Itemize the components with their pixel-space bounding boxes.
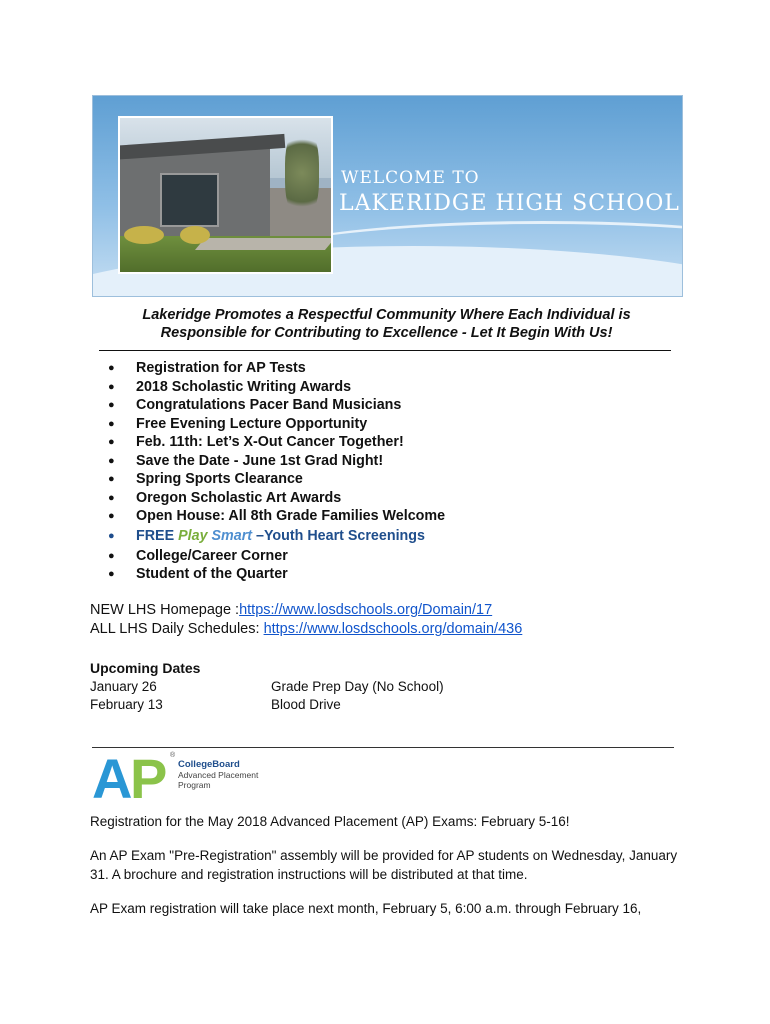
upcoming-event: Blood Drive [271, 697, 341, 712]
news-item[interactable] [108, 470, 445, 489]
news-item[interactable] [108, 396, 445, 415]
news-item-label: 2018 Scholastic Writing Awards [136, 378, 352, 395]
news-item[interactable] [108, 433, 445, 452]
play-label: Play [178, 527, 208, 544]
news-item[interactable] [108, 507, 445, 526]
bullet-icon: ● [108, 568, 115, 580]
news-item[interactable] [108, 489, 445, 508]
schedules-link[interactable]: https://www.losdschools.org/domain/436 [263, 621, 523, 637]
bullet-icon: ● [108, 454, 115, 467]
links-section [90, 601, 522, 639]
homepage-link[interactable]: https://www.losdschools.org/Domain/17 [239, 602, 493, 618]
news-item[interactable] [108, 452, 445, 471]
bullet-icon: ● [108, 473, 115, 485]
news-item-label: Spring Sports Clearance [136, 471, 303, 487]
news-item[interactable] [108, 378, 445, 397]
banner-welcome-text: WELCOME TO [341, 168, 480, 188]
bullet-icon: ● [108, 436, 115, 448]
upcoming-date: January 26 [90, 679, 157, 694]
divider-line [92, 747, 674, 748]
news-item-label: Save the Date - June 1st Grad Night! [136, 452, 384, 469]
ap-logo [92, 747, 262, 810]
ap-program-line-2: Program [178, 779, 211, 790]
news-item-label: Congratulations Pacer Band Musicians [136, 397, 402, 413]
collegeboard-label: CollegeBoard [178, 759, 240, 770]
welcome-banner [92, 95, 683, 297]
bullet-icon: ● [108, 491, 115, 504]
news-item-label: Feb. 11th: Let’s X-Out Cancer Together! [136, 434, 404, 450]
upcoming-date: February 13 [90, 697, 163, 712]
ap-registration-heading: Registration for the May 2018 Advanced Placement (AP) Exams: February 5-16! [90, 814, 570, 829]
bullet-icon: ● [108, 529, 115, 542]
school-motto [92, 306, 681, 342]
ap-registration-dates-paragraph: AP Exam registration will take place next month, February 5, 6:00 a.m. through February 16, [90, 901, 642, 916]
ap-logo-p: P [130, 747, 168, 810]
news-item-label: Oregon Scholastic Art Awards [136, 489, 342, 506]
ap-program-label [178, 771, 258, 790]
motto-line-2: Responsible for Contributing to Excellence - Let It Begin With Us! [160, 325, 613, 341]
ap-program-line-1: Advanced Placement [178, 770, 259, 780]
news-item[interactable] [108, 359, 445, 378]
news-item-label: Registration for AP Tests [136, 360, 306, 376]
bullet-icon: ● [108, 549, 115, 562]
smart-label: Smart [207, 527, 253, 544]
homepage-line [90, 601, 522, 620]
news-item[interactable] [108, 565, 445, 584]
upcoming-event: Grade Prep Day (No School) [271, 679, 444, 694]
news-item-heart-screenings[interactable] [108, 526, 445, 547]
ap-preregistration-paragraph: An AP Exam "Pre-Registration" assembly will be provided for AP students on Wednesday, January 31. A brochure and registration instructions will be distributed at that time. [90, 848, 678, 882]
school-building-photo [118, 116, 333, 274]
bullet-icon: ● [108, 380, 115, 393]
news-item[interactable] [108, 415, 445, 434]
homepage-label: NEW LHS Homepage : [90, 602, 240, 618]
news-item-label: Free Evening Lecture Opportunity [136, 415, 368, 432]
schedules-line [90, 620, 522, 639]
news-item-label: Student of the Quarter [136, 566, 288, 582]
motto-line-1: Lakeridge Promotes a Respectful Community Where Each Individual is [142, 307, 631, 323]
free-label: FREE [136, 527, 179, 544]
divider-line [99, 350, 671, 351]
ap-logo-a: A [92, 747, 129, 810]
bullet-icon: ● [108, 399, 115, 411]
heart-screenings-label: –Youth Heart Screenings [252, 527, 425, 544]
bullet-icon: ● [108, 362, 115, 374]
news-item[interactable] [108, 547, 445, 566]
registered-mark: ® [170, 752, 176, 759]
bullet-icon: ● [108, 510, 115, 522]
news-item-label: College/Career Corner [136, 547, 288, 564]
schedules-label: ALL LHS Daily Schedules: [90, 621, 264, 637]
upcoming-dates-title: Upcoming Dates [90, 660, 201, 676]
news-item-label: Open House: All 8th Grade Families Welcome [136, 508, 446, 524]
bullet-icon: ● [108, 417, 115, 430]
news-list [108, 359, 445, 584]
banner-school-name: LAKERIDGE HIGH SCHOOL [339, 191, 680, 216]
